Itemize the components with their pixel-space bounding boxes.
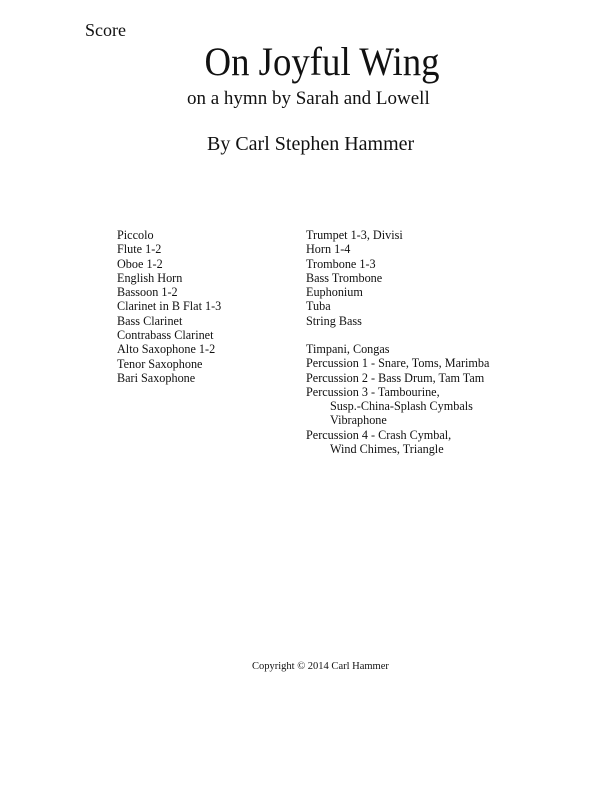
instrument-item: Contrabass Clarinet	[117, 328, 214, 343]
instrument-item: Bari Saxophone	[117, 370, 196, 385]
page-title: On Joyful Wing	[204, 39, 440, 84]
instrument-item: Alto Saxophone 1-2	[117, 342, 216, 357]
instrument-item: Euphonium	[306, 285, 363, 300]
instrument-item-continuation: Susp.-China-Splash Cymbals	[330, 399, 473, 414]
instrument-item: English Horn	[117, 270, 183, 285]
title-container	[186, 39, 466, 85]
copyright-notice: Copyright © 2014 Carl Hammer	[252, 661, 389, 672]
instrument-item: Percussion 3 - Tambourine,	[306, 384, 440, 399]
instrument-item: Percussion 1 - Snare, Toms, Marimba	[306, 356, 490, 371]
percussion-instrument-list	[306, 342, 489, 456]
instrument-item: Trombone 1-3	[306, 256, 376, 271]
instrument-item: Timpani, Congas	[306, 342, 390, 356]
instrument-item: Clarinet in B Flat 1-3	[117, 299, 222, 314]
subtitle: on a hymn by Sarah and Lowell	[187, 88, 430, 109]
instrument-item: Bass Trombone	[306, 270, 383, 285]
instrument-item: Bassoon 1-2	[117, 285, 178, 300]
instrument-item: Trumpet 1-3, Divisi	[306, 228, 403, 242]
instrument-item: Piccolo	[117, 228, 154, 242]
instrument-item: Flute 1-2	[117, 242, 162, 257]
instrument-item: Percussion 4 - Crash Cymbal,	[306, 427, 452, 442]
instrument-item: Tuba	[306, 299, 331, 314]
instrument-item: Percussion 2 - Bass Drum, Tam Tam	[306, 370, 485, 385]
woodwind-instrument-list	[117, 228, 221, 385]
instrument-item-continuation: Vibraphone	[330, 413, 387, 428]
instrument-item: String Bass	[306, 313, 362, 328]
instrument-item: Oboe 1-2	[117, 256, 163, 271]
brass-strings-instrument-list	[306, 228, 403, 328]
composer-credit: By Carl Stephen Hammer	[207, 133, 415, 155]
score-label: Score	[85, 20, 126, 40]
instrument-item: Bass Clarinet	[117, 313, 183, 328]
instrument-item: Horn 1-4	[306, 242, 351, 257]
instrument-item-continuation: Wind Chimes, Triangle	[330, 442, 444, 457]
instrument-item: Tenor Saxophone	[117, 356, 203, 371]
